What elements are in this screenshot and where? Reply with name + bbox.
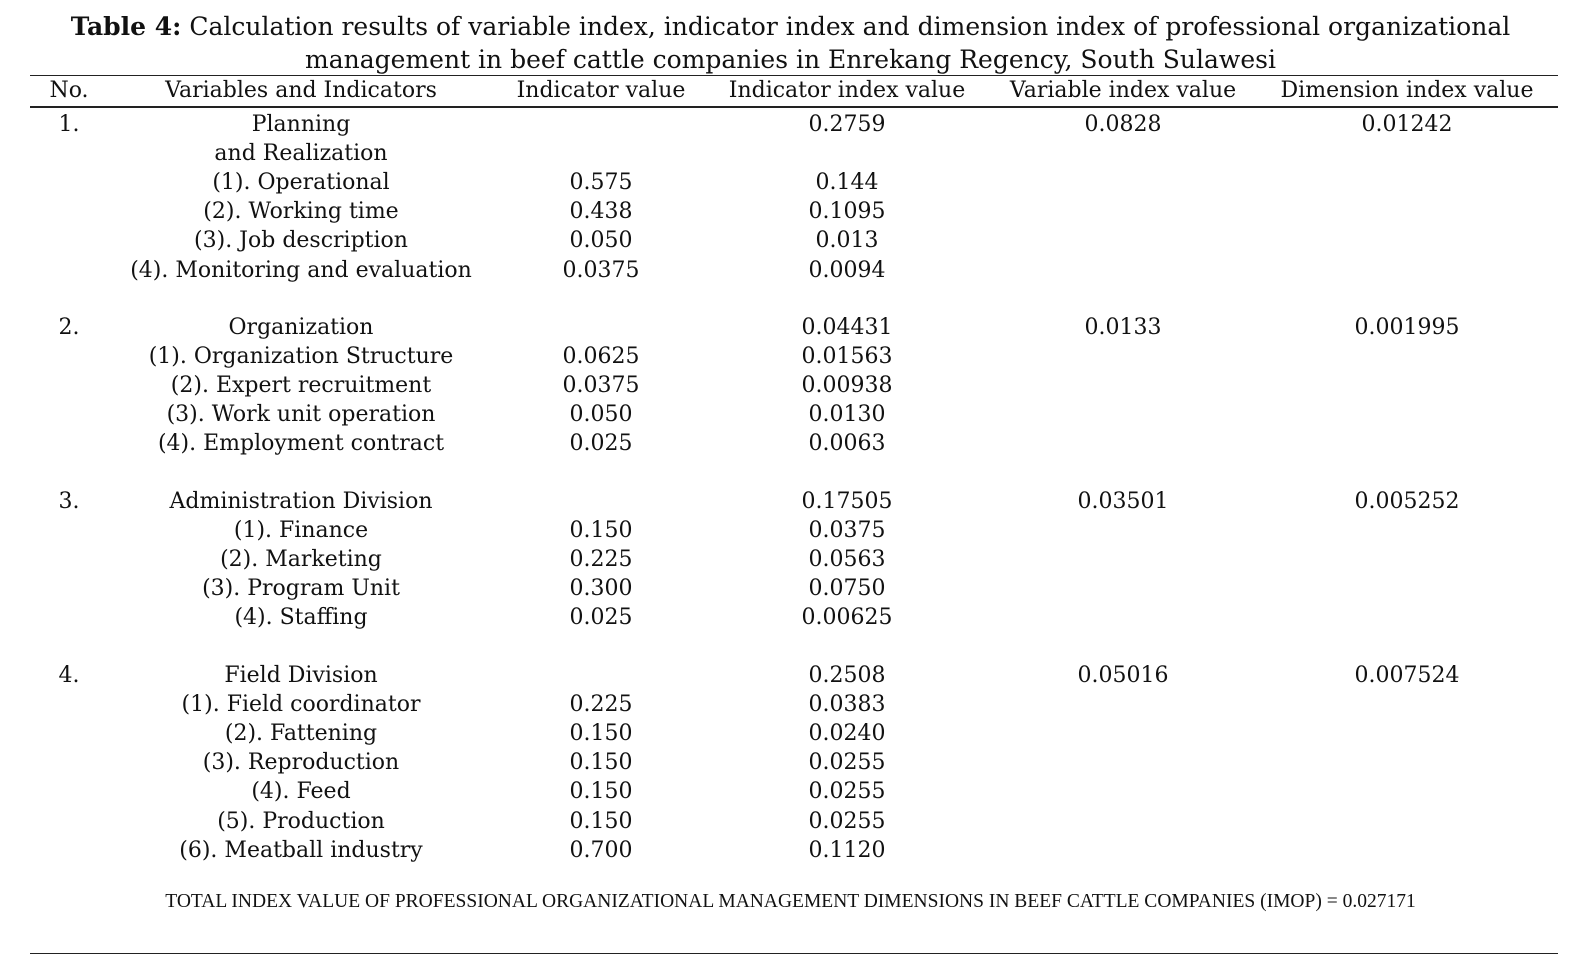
top-rule	[30, 75, 1558, 76]
indicator-index-value: 0.0255	[808, 808, 886, 834]
indicator-label: (6). Meatball industry	[179, 837, 423, 863]
variable-name: and Realization	[214, 141, 388, 167]
variable-index: 0.0133	[1084, 315, 1162, 340]
variable-name: Planning	[251, 112, 351, 137]
variable-indicator-index: 0.17505	[801, 489, 893, 514]
indicator-value: 0.050	[569, 228, 633, 254]
header-indicator-value: Indicator value	[516, 78, 686, 103]
indicator-index-value: 0.0750	[808, 576, 886, 602]
indicator-label: (3). Reproduction	[202, 750, 400, 776]
indicator-index-value: 0.00938	[801, 373, 893, 399]
indicator-index-value: 0.0094	[808, 257, 886, 283]
total-index-line: TOTAL INDEX VALUE OF PROFESSIONAL ORGANIZATIONAL MANAGEMENT DIMENSIONS IN BEEF CATTLE COMPANIES (IMOP) = 0.027171	[165, 891, 1416, 912]
indicator-label: (1). Field coordinator	[181, 692, 421, 718]
indicator-label: (4). Staffing	[234, 605, 368, 631]
indicator-index-value: 0.0383	[808, 692, 886, 718]
indicator-index-value: 0.1095	[808, 199, 886, 225]
indicator-label: (5). Production	[217, 808, 385, 834]
indicator-value: 0.700	[569, 837, 633, 863]
indicator-index-value: 0.144	[815, 170, 879, 196]
caption-label: Table 4:	[70, 12, 182, 41]
indicator-label: (2). Expert recruitment	[170, 373, 432, 399]
indicator-value: 0.438	[569, 199, 633, 225]
indicator-index-value: 0.0130	[808, 402, 886, 428]
indicator-value: 0.025	[569, 605, 633, 631]
indicator-index-value: 0.1120	[808, 837, 886, 863]
row-number: 1.	[58, 112, 80, 137]
indicator-label: (2). Working time	[203, 199, 399, 225]
indicator-label: (4). Employment contract	[157, 431, 445, 457]
indicator-label: (3). Program Unit	[202, 576, 400, 602]
variable-name: Administration Division	[169, 489, 433, 514]
variable-index: 0.03501	[1077, 489, 1169, 514]
caption-line-2: management in beef cattle companies in Enrekang Regency, South Sulawesi	[305, 45, 1276, 74]
indicator-value: 0.025	[569, 431, 633, 457]
indicator-index-value: 0.0375	[808, 518, 886, 544]
variable-indicator-index: 0.2508	[808, 663, 886, 688]
caption-line-1	[0, 10, 1581, 43]
indicator-label: (2). Marketing	[220, 547, 382, 573]
variable-index: 0.0828	[1084, 112, 1162, 137]
indicator-value: 0.150	[569, 750, 633, 776]
variable-name: Organization	[228, 315, 374, 340]
indicator-label: (1). Operational	[212, 170, 390, 196]
header-rule	[30, 106, 1558, 108]
dimension-index: 0.01242	[1361, 112, 1453, 137]
indicator-index-value: 0.0255	[808, 779, 886, 805]
indicator-index-value: 0.00625	[801, 605, 893, 631]
indicator-value: 0.0375	[562, 373, 640, 399]
indicator-value: 0.150	[569, 808, 633, 834]
indicator-value: 0.300	[569, 576, 633, 602]
row-number: 2.	[58, 315, 80, 340]
header-no: No.	[49, 78, 89, 103]
indicator-index-value: 0.0240	[808, 721, 886, 747]
indicator-value: 0.225	[569, 547, 633, 573]
indicator-value: 0.050	[569, 402, 633, 428]
indicator-value: 0.0625	[562, 344, 640, 370]
indicator-value: 0.575	[569, 170, 633, 196]
indicator-label: (1). Organization Structure	[148, 344, 454, 370]
indicator-index-value: 0.013	[815, 228, 879, 254]
indicator-label: (3). Job description	[194, 228, 408, 254]
indicator-value: 0.150	[569, 721, 633, 747]
row-number: 4.	[58, 663, 80, 688]
variable-indicator-index: 0.04431	[801, 315, 893, 340]
indicator-index-value: 0.0563	[808, 547, 886, 573]
variable-name: Field Division	[224, 663, 378, 688]
indicator-label: (2). Fattening	[224, 721, 378, 747]
indicator-value: 0.0375	[562, 257, 640, 283]
indicator-value: 0.150	[569, 779, 633, 805]
indicator-value: 0.225	[569, 692, 633, 718]
table-caption	[0, 10, 1581, 76]
header-dimension-index: Dimension index value	[1280, 78, 1534, 103]
indicator-label: (4). Feed	[251, 779, 351, 805]
indicator-index-value: 0.0063	[808, 431, 886, 457]
dimension-index: 0.007524	[1354, 663, 1460, 688]
variable-index: 0.05016	[1077, 663, 1169, 688]
header-indicator-index: Indicator index value	[728, 78, 966, 103]
caption-text-1: Calculation results of variable index, indicator index and dimension index of professional organizational	[189, 12, 1511, 41]
indicator-index-value: 0.0255	[808, 750, 886, 776]
dimension-index: 0.001995	[1354, 315, 1460, 340]
row-number: 3.	[58, 489, 80, 514]
header-variables: Variables and Indicators	[165, 78, 437, 103]
variable-indicator-index: 0.2759	[808, 112, 886, 137]
indicator-label: (4). Monitoring and evaluation	[130, 257, 472, 283]
dimension-index: 0.005252	[1354, 489, 1460, 514]
indicator-label: (1). Finance	[233, 518, 369, 544]
indicator-index-value: 0.01563	[801, 344, 893, 370]
indicator-value: 0.150	[569, 518, 633, 544]
indicator-label: (3). Work unit operation	[166, 402, 436, 428]
bottom-rule	[30, 953, 1558, 954]
header-variable-index: Variable index value	[1009, 78, 1237, 103]
